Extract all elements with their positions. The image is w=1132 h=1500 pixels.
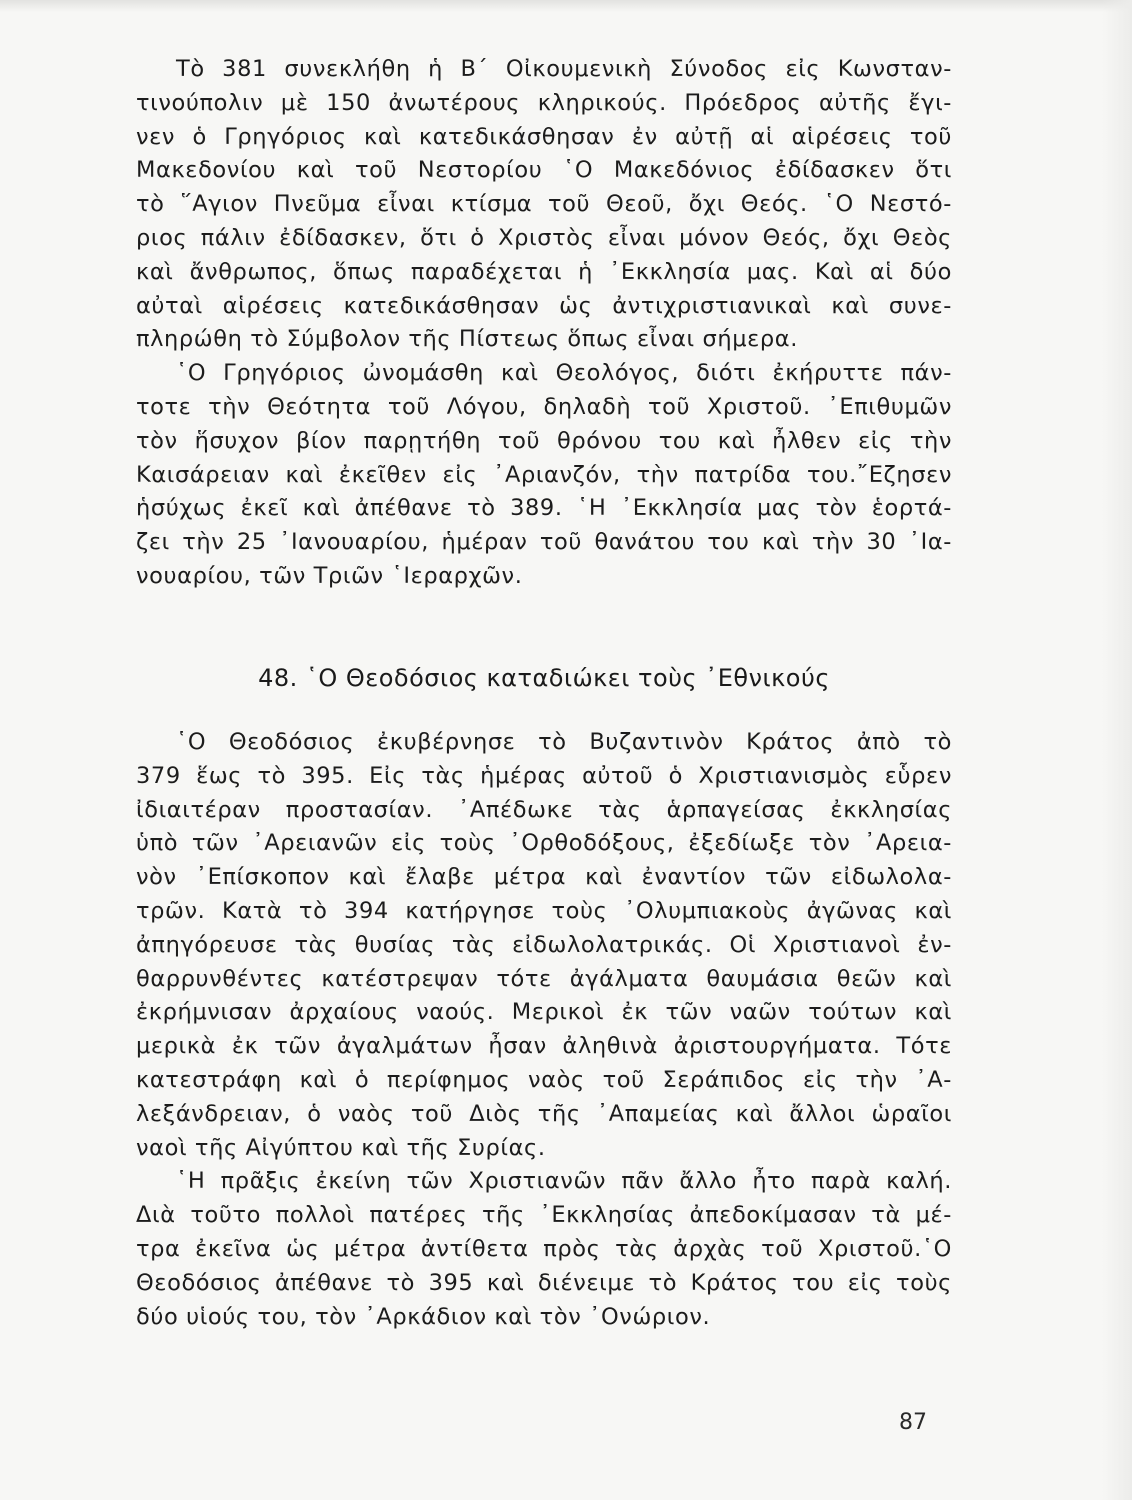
text-line: νεν ὁ Γρηγόριος καὶ κατεδικάσθησαν ἐν αὐτῇ αἱ αἱρέσεις τοῦ: [136, 123, 952, 150]
text-line: λεξάνδρειαν, ὁ ναὸς τοῦ Διὸς τῆς ᾿Απαμείας καὶ ἄλλοι ὡραῖοι: [136, 1100, 952, 1127]
text-line: 379 ἕως τὸ 395. Εἰς τὰς ἡμέρας αὐτοῦ ὁ Χριστιανισμὸς εὗρεν: [136, 762, 952, 789]
text-line: ῾Ο Γρηγόριος ὠνομάσθη καὶ Θεολόγος, διότι ἐκήρυττε πάν-: [176, 360, 952, 387]
text-line: αὐταὶ αἱρέσεις κατεδικάσθησαν ὡς ἀντιχριστιανικαὶ καὶ συνε-: [136, 292, 952, 319]
text-line: τὸ ῞Αγιον Πνεῦμα εἶναι κτίσμα τοῦ Θεοῦ, ὄχι Θεός. ῾Ο Νεστό-: [136, 191, 952, 218]
page-number: 87: [899, 1410, 927, 1435]
scan-shadow-right: [1102, 0, 1132, 1500]
section2-body: [136, 726, 952, 1334]
text-line: τρῶν. Κατὰ τὸ 394 κατήργησε τοὺς ᾿Ολυμπιακοὺς ἀγῶνας καὶ: [136, 897, 952, 924]
text-line: ἀπηγόρευσε τὰς θυσίας τὰς εἰδωλολατρικάς. Οἱ Χριστιανοὶ ἐν-: [136, 931, 952, 958]
text-line: καὶ ἄνθρωπος, ὅπως παραδέχεται ἡ ᾿Εκκλησία μας. Καὶ αἱ δύο: [136, 258, 952, 285]
text-line: ῾Ο Θεοδόσιος ἐκυβέρνησε τὸ Βυζαντινὸν Κράτος ἀπὸ τὸ: [176, 729, 952, 755]
text-line: νουαρίου, τῶν Τριῶν ῾Ιεραρχῶν.: [136, 562, 523, 589]
text-line: ὑπὸ τῶν ᾿Αρειανῶν εἰς τοὺς ᾿Ορθοδόξους, ἐξεδίωξε τὸν ᾿Αρεια-: [136, 830, 952, 857]
text-line: θαρρυνθέντες κατέστρεψαν τότε ἀγάλματα θαυμάσια θεῶν καὶ: [136, 965, 952, 992]
text-line: τινούπολιν μὲ 150 ἀνωτέρους κληρικούς. Πρόεδρος αὐτῆς ἔγι-: [136, 89, 952, 116]
text-line: Θεοδόσιος ἀπέθανε τὸ 395 καὶ διένειμε τὸ Κράτος του εἰς τοὺς: [136, 1269, 952, 1296]
section-heading: 48. ῾Ο Θεοδόσιος καταδιώκει τοὺς ᾿Εθνικούς: [258, 664, 830, 692]
text-line: ριος πάλιν ἐδίδασκεν, ὅτι ὁ Χριστὸς εἶναι μόνον Θεός, ὄχι Θεὸς: [136, 224, 952, 251]
text-line: ῾Η πρᾶξις ἐκείνη τῶν Χριστιανῶν πᾶν ἄλλο ἦτο παρὰ καλή.: [176, 1168, 952, 1195]
text-line: νὸν ᾿Επίσκοπον καὶ ἔλαβε μέτρα καὶ ἐναντίον τῶν εἰδωλολα-: [136, 864, 952, 891]
scan-shadow-top: [0, 0, 1132, 12]
text-line: ἰδιαιτέραν προστασίαν. ᾿Απέδωκε τὰς ἁρπαγείσας ἐκκλησίας: [136, 796, 952, 823]
text-line: Διὰ τοῦτο πολλοὶ πατέρες τῆς ᾿Εκκλησίας ἀπεδοκίμασαν τὰ μέ-: [136, 1202, 952, 1229]
text-line: Τὸ 381 συνεκλήθη ἡ Β΄ Οἰκουμενικὴ Σύνοδος εἰς Κωνσταν-: [176, 56, 952, 82]
text-line: Καισάρειαν καὶ ἐκεῖθεν εἰς ᾿Αριανζόν, τὴν πατρίδα του.῎Εζησεν: [136, 461, 952, 488]
section1-body: [136, 53, 952, 594]
text-line: ζει τὴν 25 ᾿Ιανουαρίου, ἡμέραν τοῦ θανάτου του καὶ τὴν 30 ᾿Ια-: [136, 529, 952, 556]
text-line: Μακεδονίου καὶ τοῦ Νεστορίου ῾Ο Μακεδόνιος ἐδίδασκεν ὅτι: [136, 157, 952, 184]
text-line: ἡσύχως ἐκεῖ καὶ ἀπέθανε τὸ 389. ῾Η ᾿Εκκλησία μας τὸν ἑορτά-: [136, 495, 952, 522]
text-line: μερικὰ ἐκ τῶν ἀγαλμάτων ἦσαν ἀληθινὰ ἀριστουργήματα. Τότε: [136, 1033, 952, 1060]
text-line: κατεστράφη καὶ ὁ περίφημος ναὸς τοῦ Σεράπιδος εἰς τὴν ᾿Α-: [136, 1066, 952, 1093]
text-line: τρα ἐκεῖνα ὡς μέτρα ἀντίθετα πρὸς τὰς ἀρχὰς τοῦ Χριστοῦ.῾Ο: [136, 1235, 952, 1262]
text-line: τοτε τὴν Θεότητα τοῦ Λόγου, δηλαδὴ τοῦ Χριστοῦ. ᾿Επιθυμῶν: [136, 393, 952, 420]
text-line: ἐκρήμνισαν ἀρχαίους ναούς. Μερικοὶ ἐκ τῶν ναῶν τούτων καὶ: [136, 999, 952, 1026]
text-line: ναοὶ τῆς Αἰγύπτου καὶ τῆς Συρίας.: [136, 1134, 546, 1161]
text-line: πληρώθη τὸ Σύμβολον τῆς Πίστεως ὅπως εἶναι σήμερα.: [136, 326, 798, 353]
text-line: τὸν ἥσυχον βίον παρῃτήθη τοῦ θρόνου του καὶ ἦλθεν εἰς τὴν: [136, 427, 952, 454]
text-line: δύο υἱούς του, τὸν ᾿Αρκάδιον καὶ τὸν ᾿Ονώριον.: [136, 1303, 711, 1330]
